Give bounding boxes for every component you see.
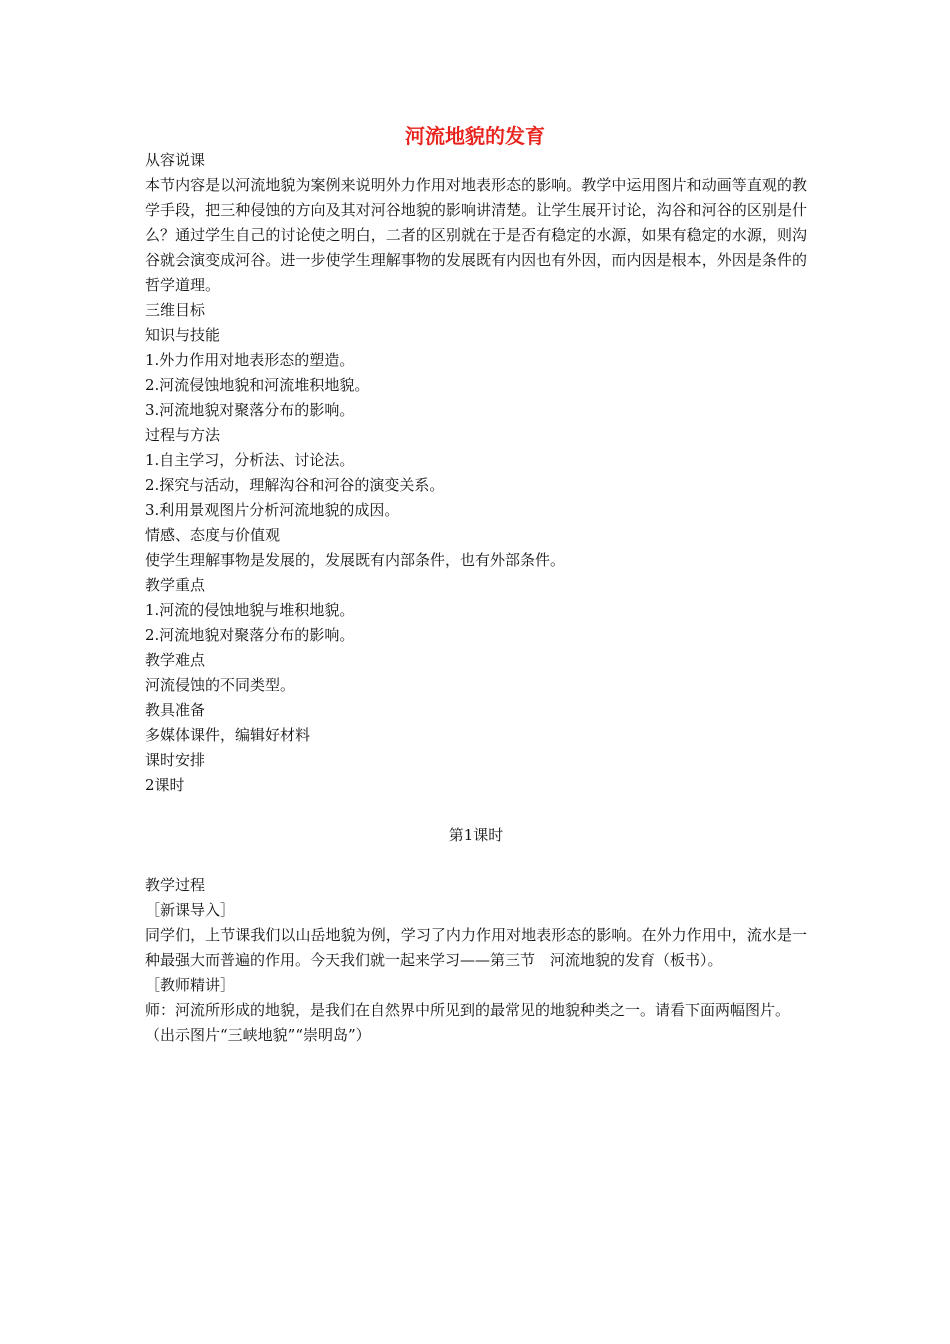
- emotion-paragraph: 使学生理解事物是发展的，发展既有内部条件，也有外部条件。: [145, 551, 566, 569]
- knowledge-item: 3.河流地貌对聚落分布的影响。: [145, 401, 355, 419]
- process-item: 2.探究与活动，理解沟谷和河谷的演变关系。: [145, 476, 445, 494]
- teacher-heading: ［教师精讲］: [145, 976, 236, 994]
- show-pictures-note: （出示图片“三峡地貌”“崇明岛”）: [145, 1026, 371, 1044]
- emotion-heading: 情感、态度与价值观: [145, 526, 281, 544]
- new-lesson-paragraph: 同学们，上节课我们以山岳地貌为例，学习了内力作用对地表形态的影响。在外力作用中，流水是一种最强大而普遍的作用。今天我们就一起来学习——第三节 河流地貌的发育（板书）。: [145, 926, 807, 969]
- document-body: [145, 148, 807, 1048]
- key-point-item: 2.河流地貌对聚落分布的影响。: [145, 626, 355, 644]
- intro-heading: 从容说课: [145, 151, 206, 169]
- knowledge-item: 2.河流侵蚀地貌和河流堆积地貌。: [145, 376, 370, 394]
- new-lesson-heading: ［新课导入］: [145, 901, 236, 919]
- difficulty-paragraph: 河流侵蚀的不同类型。: [145, 676, 296, 694]
- schedule-heading: 课时安排: [145, 751, 206, 769]
- tools-heading: 教具准备: [145, 701, 206, 719]
- process-item: 3.利用景观图片分析河流地貌的成因。: [145, 501, 400, 519]
- schedule-paragraph: 2课时: [145, 776, 185, 794]
- difficulty-heading: 教学难点: [145, 651, 206, 669]
- knowledge-heading: 知识与技能: [145, 326, 221, 344]
- key-points-heading: 教学重点: [145, 576, 206, 594]
- knowledge-item: 1.外力作用对地表形态的塑造。: [145, 351, 355, 369]
- process-heading: 过程与方法: [145, 426, 221, 444]
- document-title: 河流地貌的发育: [405, 124, 545, 148]
- teacher-paragraph: 师：河流所形成的地貌，是我们在自然界中所见到的最常见的地貌种类之一。请看下面两幅图片。: [145, 1001, 791, 1019]
- teaching-process-heading: 教学过程: [145, 876, 206, 894]
- lesson-heading: 第1课时: [448, 826, 504, 844]
- process-item: 1.自主学习，分析法、讨论法。: [145, 451, 355, 469]
- intro-paragraph: 本节内容是以河流地貌为案例来说明外力作用对地表形态的影响。教学中运用图片和动画等直观的教学手段，把三种侵蚀的方向及其对河谷地貌的影响讲清楚。让学生展开讨论，沟谷和河谷的区别是什么？通过学生自己的讨论使之明白，二者的区别就在于是否有稳定的水源，如果有稳定的水源，则沟谷就会演变成河谷。进一步使学生理解事物的发展既有内因也有外因，而内因是根本，外因是条件的哲学道理。: [145, 176, 807, 294]
- goals-heading: 三维目标: [145, 301, 206, 319]
- key-point-item: 1.河流的侵蚀地貌与堆积地貌。: [145, 601, 355, 619]
- tools-paragraph: 多媒体课件，编辑好材料: [145, 726, 311, 744]
